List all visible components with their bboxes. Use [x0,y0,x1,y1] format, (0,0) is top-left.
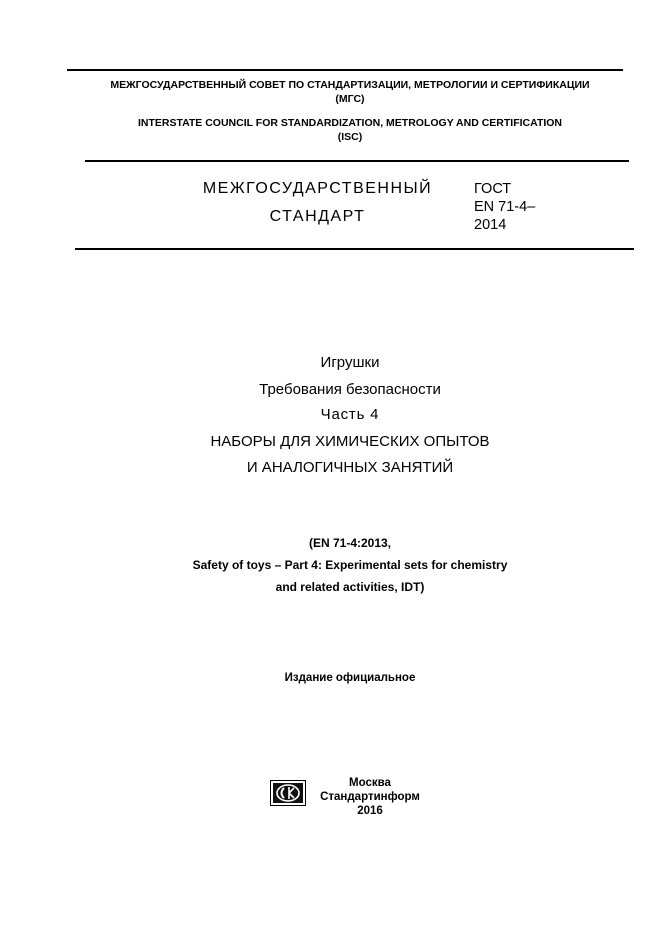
council-en-name: INTERSTATE COUNCIL FOR STANDARDIZATION, METROLOGY AND CERTIFICATION [137,117,563,129]
council-ru-name: МЕЖГОСУДАРСТВЕННЫЙ СОВЕТ ПО СТАНДАРТИЗАЦИИ, МЕТРОЛОГИИ И СЕРТИФИКАЦИИ [110,79,590,91]
standard-label-line2: СТАНДАРТ [269,208,366,225]
source-line1: (EN 71-4:2013, [308,536,392,550]
source-line3: and related activities, IDT) [275,580,425,594]
title-line5: И АНАЛОГИЧНЫХ ЗАНЯТИЙ [246,459,454,476]
council-en-abbr: (ISC) [337,131,363,143]
gost-code-line2: EN 71-4– [474,199,536,215]
council-ru-abbr: (МГС) [335,93,365,105]
gost-code-line1: ГОСТ [474,181,512,197]
top-rule [67,69,623,71]
standard-label-line1: МЕЖГОСУДАРСТВЕННЫЙ [202,180,433,197]
header-rule [85,160,629,162]
title-line4: НАБОРЫ ДЛЯ ХИМИЧЕСКИХ ОПЫТОВ [210,433,490,450]
title-line3: Часть 4 [320,406,380,423]
source-line2: Safety of toys – Part 4: Experimental sets for chemistry [192,558,508,572]
title-line1: Игрушки [320,354,380,371]
publisher-name: Стандартинформ [320,791,420,803]
publisher-city: Москва [349,777,391,789]
publisher-year: 2016 [357,805,383,817]
edition-label: Издание официальное [284,672,416,684]
standard-rule [75,248,634,250]
gost-code-line3: 2014 [474,217,507,233]
title-line2: Требования безопасности [259,381,441,398]
